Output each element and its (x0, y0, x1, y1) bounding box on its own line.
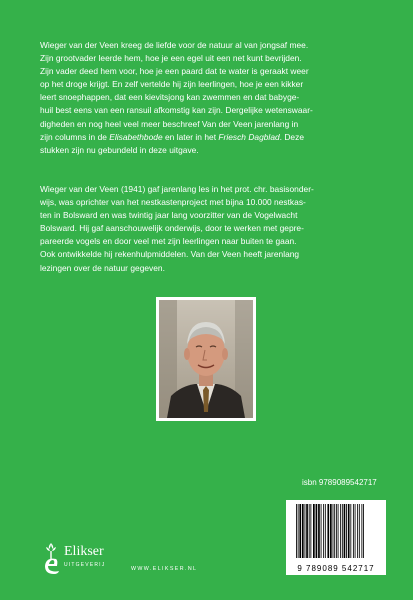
barcode-bar (298, 504, 299, 558)
barcode-bar (330, 504, 332, 558)
barcode-bar (336, 504, 337, 558)
barcode-bar (342, 504, 343, 558)
barcode-bar (302, 504, 304, 558)
description-paragraph (40, 39, 374, 157)
text-line: stukken zijn nu gebundeld in deze uitgave. (40, 144, 199, 155)
barcode-digits: 9 789089 542717 (297, 564, 375, 573)
text-line: Wieger van der Veen kreeg de liefde voor de natuur al van jongsaf mee. (40, 40, 309, 50)
text-line: wijs, was oprichter van het nestkastenproject met bijna 10.000 nestkas- (40, 197, 306, 208)
publisher-name: Elikser (64, 544, 104, 559)
barcode-bar (340, 504, 341, 558)
barcode-bar (363, 504, 364, 558)
barcode-bar (296, 504, 297, 558)
text-line: lezingen over de natuur gegeven. (40, 262, 165, 273)
text-line: Zijn vader deed hem voor, hoe je een paard dat te water is geraakt weer (40, 66, 309, 77)
barcode-bar (353, 504, 354, 558)
barcode-bar (338, 504, 339, 558)
barcode-bar (310, 504, 311, 558)
text-line (40, 131, 374, 144)
barcode-bar (318, 504, 320, 558)
barcode-bar (359, 504, 360, 558)
flower-e-logo-icon (40, 540, 62, 578)
text-line: huil best eens van een ransuil afkomstig kan zijn. Dergelijke wetenswaar- (40, 105, 313, 116)
text-line: Bolsward. Hij gaf aanschouwelijk onderwijs, door te werken met gepre- (40, 223, 304, 234)
barcode-bar (361, 504, 362, 558)
text-segment: . Deze (279, 131, 304, 142)
barcode-bar (327, 504, 329, 558)
barcode-icon (292, 504, 380, 562)
barcode-bar (306, 504, 308, 558)
text-line: leert snoephappen, dat een kievitsjong kan zwemmen en dat babyge- (40, 92, 300, 103)
barcode-bar (333, 504, 334, 558)
publication-title: Elisabethbode (109, 131, 163, 142)
barcode-bar (321, 504, 322, 558)
barcode-bar (299, 504, 301, 558)
publisher-subtitle: UITGEVERIJ (64, 562, 106, 568)
author-bio-paragraph (40, 183, 374, 275)
barcode-bar (348, 504, 350, 558)
barcode-bar (316, 504, 318, 558)
text-line: Wieger van der Veen (1941) gaf jarenlang les in het prot. chr. basisonder- (40, 184, 314, 194)
author-portrait-icon (159, 300, 253, 418)
text-line: ten in Bolsward en was twintig jaar lang voorzitter van de Vogelwacht (40, 210, 298, 221)
barcode-bar (355, 504, 356, 558)
text-line: Zijn grootvader leerde hem, hoe je een egel uit een net kunt bevrijden. (40, 53, 302, 64)
publisher-logo[interactable] (40, 540, 122, 578)
barcode-bar (334, 504, 335, 558)
isbn-label: isbn 9789089542717 (302, 478, 377, 487)
barcode-bar (313, 504, 315, 558)
text-line: op het droge krijgt. En zelf vertelde hij zijn leerlingen, hoe je een kikker (40, 79, 304, 90)
text-segment: en later in het (162, 131, 219, 142)
text-line: Ook ontwikkelde hij rekenhulpmiddelen. Van der Veen heeft jarenlang (40, 249, 300, 260)
text-line: digheden en nog heel veel meer beschreef Van der Veen jarenlang in (40, 118, 299, 129)
author-photo (156, 297, 256, 421)
publisher-website-link[interactable]: WWW.ELIKSER.NL (131, 566, 198, 572)
barcode-bar (325, 504, 326, 558)
text-line: pareerde vogels en door veel met zijn leerlingen naar buiten te gaan. (40, 236, 297, 247)
barcode-bar (305, 504, 306, 558)
barcode-bar (323, 504, 324, 558)
barcode-bar (309, 504, 310, 558)
barcode-bar (344, 504, 346, 558)
barcode-bar (350, 504, 351, 558)
barcode-bar (346, 504, 347, 558)
barcode-bar (357, 504, 358, 558)
text-segment: zijn columns in de (40, 131, 110, 142)
barcode (286, 500, 386, 575)
publication-title: Friesch Dagblad (218, 131, 280, 142)
